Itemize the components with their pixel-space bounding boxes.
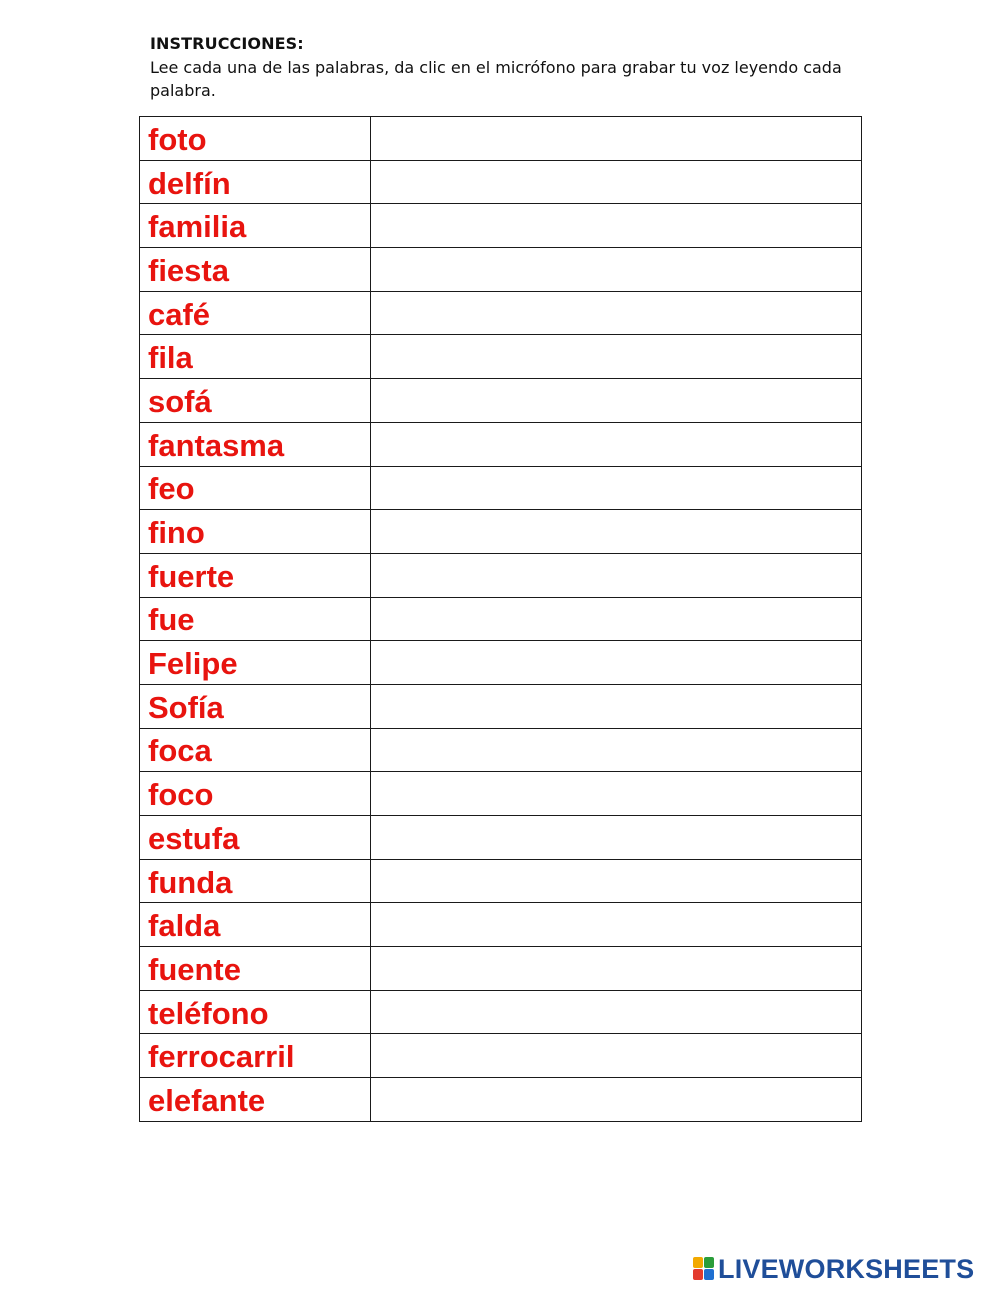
word-label: foca — [140, 728, 371, 772]
record-cell[interactable] — [371, 422, 862, 466]
word-label: feo — [140, 466, 371, 510]
word-label: Felipe — [140, 641, 371, 685]
record-cell[interactable] — [371, 990, 862, 1034]
table-row — [140, 772, 862, 816]
record-cell[interactable] — [371, 1034, 862, 1078]
word-label: familia — [140, 204, 371, 248]
word-label: fiesta — [140, 248, 371, 292]
record-cell[interactable] — [371, 466, 862, 510]
logo-text: LIVEWORKSHEETS — [718, 1254, 975, 1284]
instructions — [150, 33, 850, 102]
record-cell[interactable] — [371, 117, 862, 161]
instructions-body: Lee cada una de las palabras, da clic en el micrófono para grabar tu voz leyendo cada palabra. — [150, 58, 842, 100]
table-row — [140, 117, 862, 161]
word-label: fila — [140, 335, 371, 379]
table-row — [140, 248, 862, 292]
table-row — [140, 291, 862, 335]
table-row — [140, 990, 862, 1034]
record-cell[interactable] — [371, 597, 862, 641]
word-label: estufa — [140, 816, 371, 860]
table-row — [140, 816, 862, 860]
record-cell[interactable] — [371, 903, 862, 947]
record-cell[interactable] — [371, 728, 862, 772]
word-label: fuerte — [140, 553, 371, 597]
table-row — [140, 1034, 862, 1078]
record-cell[interactable] — [371, 684, 862, 728]
word-label: foto — [140, 117, 371, 161]
record-cell[interactable] — [371, 160, 862, 204]
table-row — [140, 379, 862, 423]
word-label: ferrocarril — [140, 1034, 371, 1078]
table-row — [140, 641, 862, 685]
word-label: falda — [140, 903, 371, 947]
instructions-title: INSTRUCCIONES: — [150, 34, 304, 53]
record-cell[interactable] — [371, 641, 862, 685]
word-label: foco — [140, 772, 371, 816]
table-row — [140, 422, 862, 466]
liveworksheets-logo-icon — [693, 1257, 715, 1281]
table-row — [140, 466, 862, 510]
table-row — [140, 1078, 862, 1122]
table-row — [140, 859, 862, 903]
table-row — [140, 903, 862, 947]
record-cell[interactable] — [371, 859, 862, 903]
table-row — [140, 335, 862, 379]
record-cell[interactable] — [371, 816, 862, 860]
liveworksheets-logo — [693, 1256, 974, 1282]
table-row — [140, 553, 862, 597]
word-label: fue — [140, 597, 371, 641]
record-cell[interactable] — [371, 553, 862, 597]
table-row — [140, 947, 862, 991]
record-cell[interactable] — [371, 947, 862, 991]
table-row — [140, 510, 862, 554]
table-row — [140, 728, 862, 772]
record-cell[interactable] — [371, 335, 862, 379]
word-label: delfín — [140, 160, 371, 204]
table-row — [140, 684, 862, 728]
table-row — [140, 204, 862, 248]
word-label: Sofía — [140, 684, 371, 728]
word-label: fuente — [140, 947, 371, 991]
record-cell[interactable] — [371, 248, 862, 292]
word-label: fino — [140, 510, 371, 554]
word-label: café — [140, 291, 371, 335]
record-cell[interactable] — [371, 1078, 862, 1122]
record-cell[interactable] — [371, 510, 862, 554]
record-cell[interactable] — [371, 379, 862, 423]
record-cell[interactable] — [371, 772, 862, 816]
table-row — [140, 160, 862, 204]
table-row — [140, 597, 862, 641]
word-label: elefante — [140, 1078, 371, 1122]
record-cell[interactable] — [371, 204, 862, 248]
record-cell[interactable] — [371, 291, 862, 335]
word-label: teléfono — [140, 990, 371, 1034]
word-label: funda — [140, 859, 371, 903]
word-label: sofá — [140, 379, 371, 423]
word-table — [139, 116, 862, 1122]
word-label: fantasma — [140, 422, 371, 466]
